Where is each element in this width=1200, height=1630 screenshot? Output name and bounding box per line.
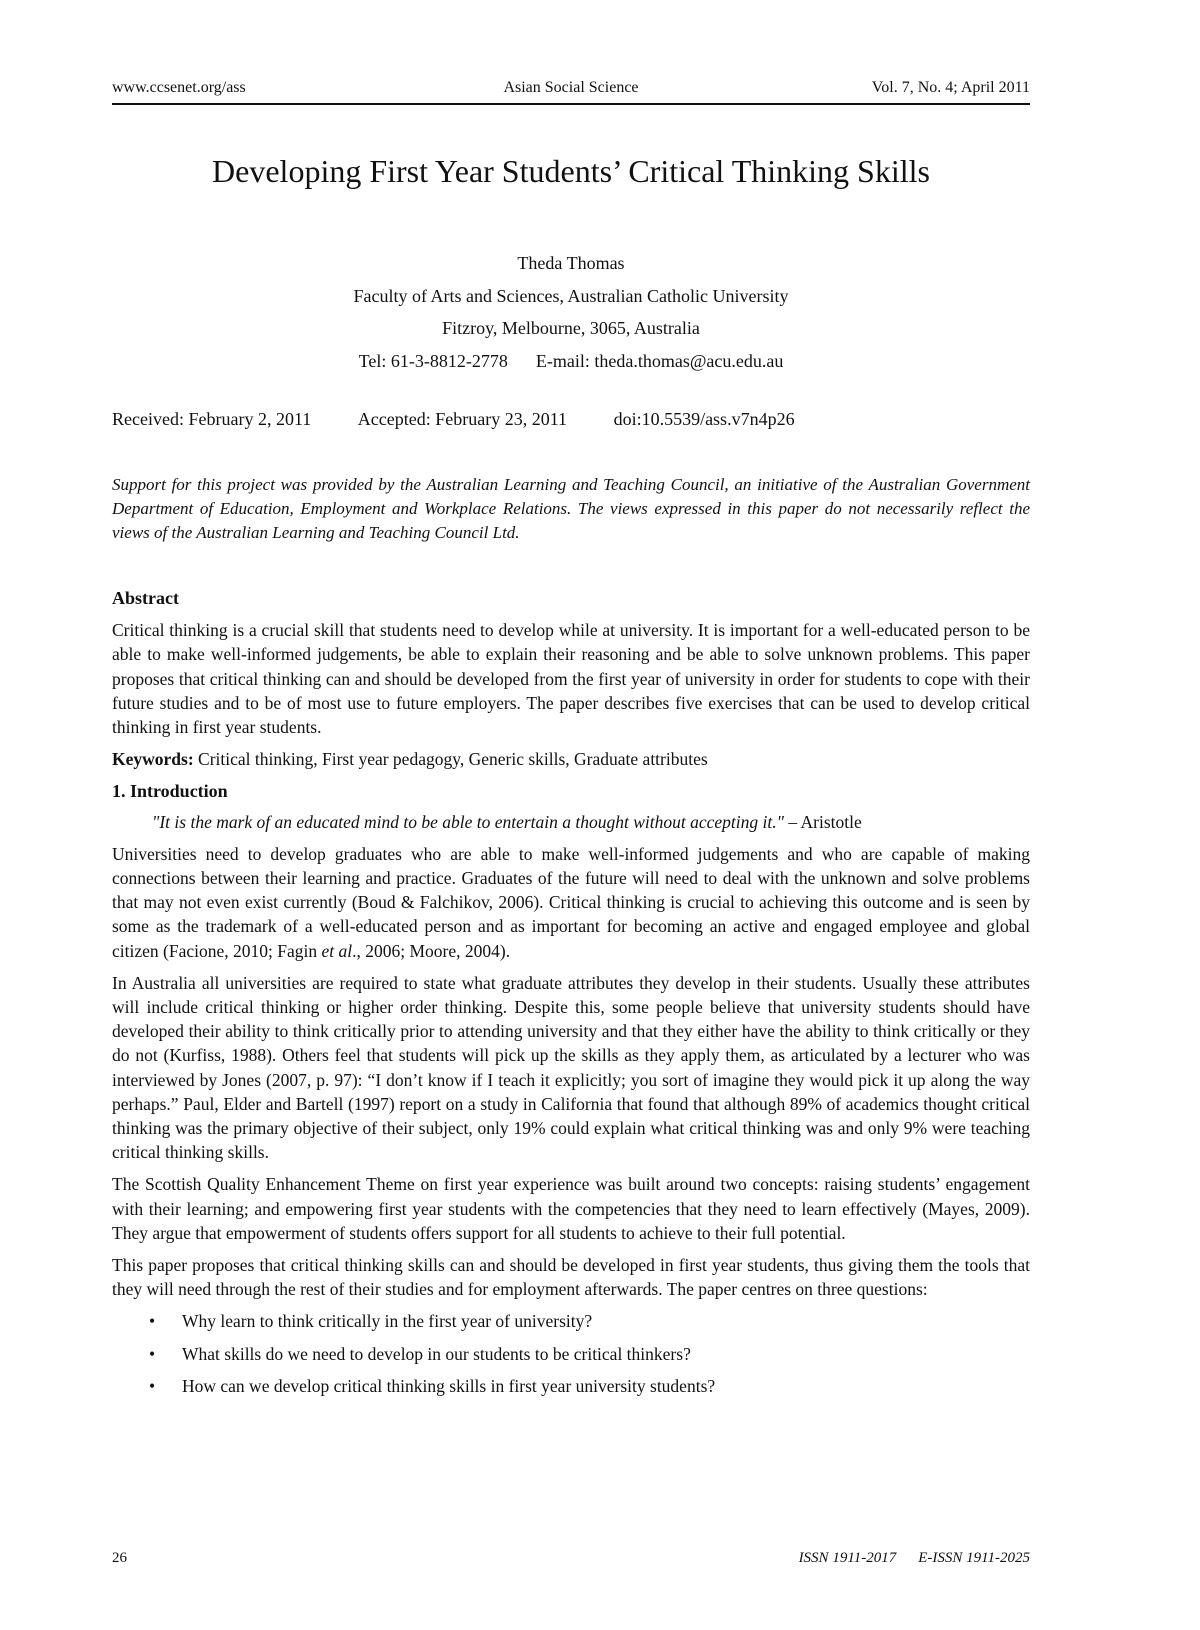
list-item bbox=[112, 1309, 1030, 1333]
eissn: E-ISSN 1911-2025 bbox=[918, 1550, 1030, 1566]
bullet-icon: • bbox=[149, 1343, 156, 1364]
accepted-date: Accepted: February 23, 2011 bbox=[357, 409, 568, 429]
volume-info: Vol. 7, No. 4; April 2011 bbox=[871, 79, 1030, 96]
question-text: How can we develop critical thinking skills in first year university students? bbox=[182, 1375, 716, 1396]
bullet-icon: • bbox=[149, 1311, 156, 1332]
keywords bbox=[112, 747, 1030, 771]
intro-paragraph-1-text: Universities need to develop graduates who are able to make well-informed judgements and who are capable of making connections between their learning and practice. Graduates of the future will need to deal with the unknown and solve problems that may not even exist currently (Boud & Falchikov, 2006). Critical thinking is crucial to achieving this outcome and is seen by some as the trademark of a well-educated person and as important for becoming an active and engaged employee and global citizen (Facione, 2010; Fagin bbox=[112, 843, 1030, 961]
author-contact bbox=[112, 345, 1030, 378]
question-text: Why learn to think critically in the first year of university? bbox=[182, 1311, 593, 1332]
paper-body bbox=[112, 586, 1030, 1406]
issn: ISSN 1911-2017 bbox=[798, 1550, 897, 1566]
journal-name: Asian Social Science bbox=[503, 79, 639, 96]
intro-paragraph-1-end: ., 2006; Moore, 2004). bbox=[352, 940, 511, 961]
intro-paragraph-2: In Australia all universities are required to state what graduate attributes they develop in their students. Usually these attributes will include critical thinking or higher order thinking. Despite this, some people believe that university students should have developed their ability to think critically prior to attending university and that they either have the ability to think critically or they do not (Kurfiss, 1988). Others feel that students will pick up the skills as they apply them, as articulated by a lecturer who was interviewed by Jones (2007, p. 97): “I don’t know if I teach it explicitly; you sort of imagine they would pick it up along the way perhaps.” Paul, Elder and Bartell (1997) report on a study in California that found that although 89% of academics thought critical thinking was the primary objective of their subject, only 19% could explain what critical thinking was and only 9% were teaching critical thinking skills. bbox=[112, 972, 1030, 1163]
keywords-label: Keywords: bbox=[112, 749, 194, 770]
intro-paragraph-1 bbox=[112, 842, 1030, 963]
paper-title: Developing First Year Students’ Critical Thinking Skills bbox=[212, 153, 930, 189]
question-text: What skills do we need to develop in our students to be critical thinkers? bbox=[182, 1343, 691, 1364]
list-item bbox=[112, 1342, 1030, 1366]
doi: doi:10.5539/ass.v7n4p26 bbox=[613, 409, 795, 429]
abstract-text: Critical thinking is a crucial skill that students need to develop while at university. It is important for a well-educated person to be able to make well-informed judgements, be able to explain their reasoning and be able to solve unknown problems. This paper proposes that critical thinking can and should be developed from the first year of university in order for students to cope with their future studies and to be of most use to future employers. The paper describes five exercises that can be used to develop critical thinking in first year students. bbox=[112, 620, 1030, 738]
publication-dates bbox=[112, 409, 795, 430]
author-affiliation: Faculty of Arts and Sciences, Australian Catholic University bbox=[353, 285, 789, 306]
epigraph-quote: "It is the mark of an educated mind to be able to entertain a thought without accepting it." bbox=[152, 811, 784, 832]
et-al: et al bbox=[321, 940, 353, 961]
author-block bbox=[112, 247, 1030, 377]
paper-page bbox=[112, 0, 1030, 1630]
research-questions bbox=[112, 1309, 1030, 1398]
journal-website: www.ccsenet.org/ass bbox=[112, 79, 246, 96]
author-email: E-mail: theda.thomas@acu.edu.au bbox=[535, 350, 784, 371]
received-date: Received: February 2, 2011 bbox=[112, 409, 312, 429]
abstract-heading: Abstract bbox=[112, 588, 179, 608]
author-address: Fitzroy, Melbourne, 3065, Australia bbox=[442, 318, 700, 338]
list-item bbox=[112, 1374, 1030, 1398]
intro-paragraph-4: This paper proposes that critical thinking skills can and should be developed in first year students, thus giving them the tools that they will need through the rest of their studies and for employment afterwards. The paper centres on three questions: bbox=[112, 1255, 1030, 1300]
introduction-heading: 1. Introduction bbox=[112, 781, 228, 802]
issn-info bbox=[799, 1550, 1030, 1567]
running-header bbox=[112, 79, 1030, 105]
support-note: Support for this project was provided by the Australian Learning and Teaching Council, an initiative of the Australian Government Department of Education, Employment and Workplace Relations. The views expressed in this paper do not necessarily reflect the views of the Australian Learning and Teaching Council Ltd. bbox=[112, 475, 1030, 542]
epigraph-attribution: – Aristotle bbox=[788, 811, 862, 832]
epigraph bbox=[112, 810, 1030, 834]
author-name: Theda Thomas bbox=[517, 253, 625, 273]
intro-paragraph-3: The Scottish Quality Enhancement Theme on first year experience was built around two concepts: raising students’ engagement with their learning; and empowering first year students with the competencies that they need to learn effectively (Mayes, 2009). They argue that empowerment of students offers support for all students to achieve to their full potential. bbox=[112, 1174, 1030, 1243]
page-number: 26 bbox=[112, 1550, 127, 1566]
author-tel: Tel: 61-3-8812-2778 bbox=[358, 350, 508, 371]
keywords-text: Critical thinking, First year pedagogy, Generic skills, Graduate attributes bbox=[198, 749, 708, 770]
bullet-icon: • bbox=[149, 1375, 156, 1396]
